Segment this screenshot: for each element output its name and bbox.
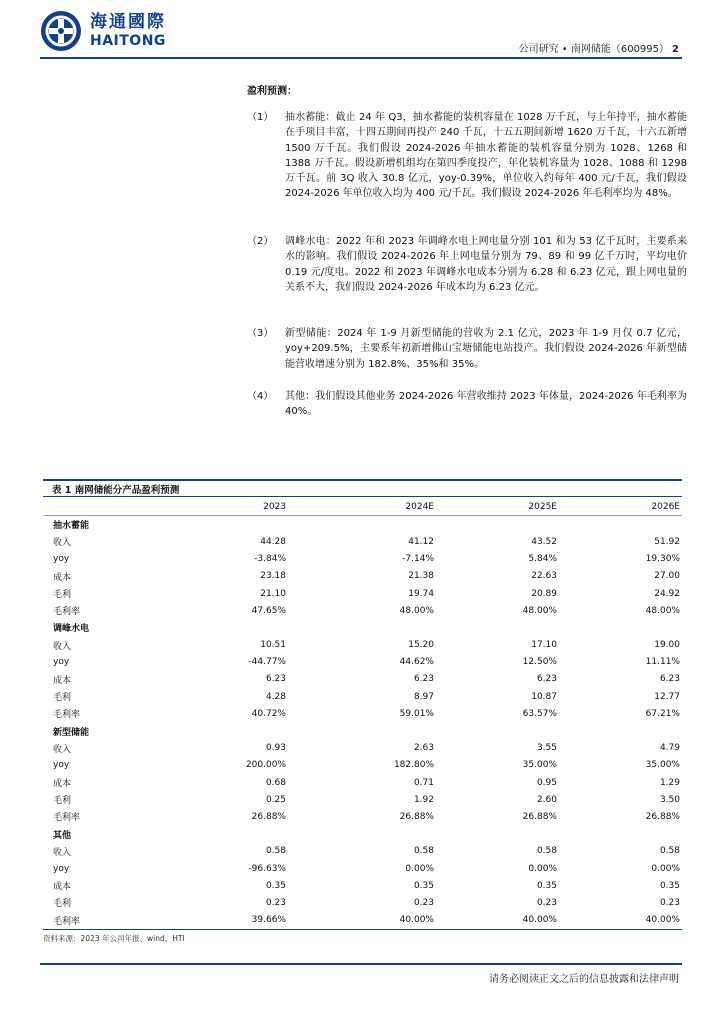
table-cell: 44.28 bbox=[260, 536, 286, 547]
paragraph-new-storage bbox=[247, 326, 687, 372]
header-meta bbox=[519, 40, 679, 55]
table-cell: 0.23 bbox=[265, 897, 286, 908]
table-cell: 2.63 bbox=[413, 743, 434, 754]
row-label: 毛利率 bbox=[43, 912, 163, 930]
table-cell: 40.00% bbox=[559, 912, 682, 930]
table-cell: 0.58 bbox=[413, 846, 434, 857]
table-cell: -44.77% bbox=[248, 657, 286, 668]
row-label: yoy bbox=[53, 863, 70, 874]
segment-row bbox=[43, 826, 682, 843]
paragraph-other bbox=[247, 389, 687, 420]
row-label: 成本 bbox=[53, 779, 72, 790]
paragraph-number: （3） bbox=[247, 328, 274, 339]
table-title-rule bbox=[43, 496, 682, 497]
table-row bbox=[43, 860, 682, 877]
table-cell: 0.35 bbox=[659, 880, 680, 891]
paragraph-number: （4） bbox=[247, 391, 274, 402]
footer-disclaimer: 请务必阅读正文之后的信息披露和法律声明 bbox=[489, 974, 679, 985]
table-cell: 19.74 bbox=[408, 588, 434, 599]
table-cell: 0.58 bbox=[536, 846, 557, 857]
row-label: 收入 bbox=[53, 641, 72, 652]
table-cell: 24.92 bbox=[654, 588, 680, 599]
table-cell: 8.97 bbox=[413, 691, 434, 702]
table-cell: 10.51 bbox=[260, 640, 286, 651]
row-label: 成本 bbox=[53, 882, 72, 893]
table-cell: 0.35 bbox=[265, 880, 286, 891]
table-cell: 44.62% bbox=[399, 657, 434, 668]
table-cell: 0.35 bbox=[413, 880, 434, 891]
paragraph-number: （2） bbox=[247, 236, 274, 247]
table-cell: 23.18 bbox=[260, 571, 286, 582]
table-cell: 0.68 bbox=[265, 777, 286, 788]
column-header: 2024E bbox=[288, 498, 436, 516]
table-cell: 43.52 bbox=[531, 536, 557, 547]
table-cell: 0.95 bbox=[536, 777, 557, 788]
row-label: 成本 bbox=[53, 675, 72, 686]
table-cell: 47.65% bbox=[251, 605, 286, 616]
table-cell: 0.35 bbox=[536, 880, 557, 891]
paragraph-text: 其他：我们假设其他业务 2024-2026 年营收维持 2023 年体量，2024-2026 年毛利率为 40%。 bbox=[285, 391, 687, 418]
paragraph-pumped-storage bbox=[247, 110, 687, 202]
forecast-table bbox=[43, 498, 682, 930]
table-cell: 21.38 bbox=[408, 571, 434, 582]
column-header: 2023 bbox=[163, 498, 288, 516]
table-row bbox=[43, 551, 682, 568]
column-header: 2026E bbox=[559, 498, 682, 516]
table-cell: 35.00% bbox=[645, 760, 680, 771]
table-cell: 3.50 bbox=[659, 794, 680, 805]
table-cell: -96.63% bbox=[248, 863, 286, 874]
segment-name: 抽水蓄能 bbox=[53, 521, 90, 532]
table-cell: 0.58 bbox=[265, 846, 286, 857]
table-cell: 6.23 bbox=[413, 674, 434, 685]
table-source: 资料来源：2023 年公司年报、wind、HTI bbox=[43, 934, 185, 943]
row-label: 毛利率 bbox=[53, 710, 81, 721]
row-label: 收入 bbox=[53, 744, 72, 755]
table-cell: -7.14% bbox=[402, 554, 434, 565]
table-cell: 59.01% bbox=[399, 708, 434, 719]
table-cell: 17.10 bbox=[531, 640, 557, 651]
table-row bbox=[43, 585, 682, 602]
table-cell: 35.00% bbox=[522, 760, 557, 771]
table-cell: 12.77 bbox=[654, 691, 680, 702]
table-cell: 0.00% bbox=[528, 863, 557, 874]
table-row bbox=[43, 654, 682, 671]
table-cell: 48.00% bbox=[399, 605, 434, 616]
haitong-logo-icon bbox=[40, 10, 82, 52]
table-row bbox=[43, 877, 682, 894]
row-label: 毛利 bbox=[53, 693, 72, 704]
row-label: 毛利率 bbox=[53, 813, 81, 824]
table-row bbox=[43, 791, 682, 808]
section-title: 盈利预测： bbox=[247, 86, 297, 97]
table-cell: 67.21% bbox=[645, 708, 680, 719]
table-cell: 0.93 bbox=[265, 743, 286, 754]
table-cell: 48.00% bbox=[645, 605, 680, 616]
table-cell: 6.23 bbox=[536, 674, 557, 685]
table-cell: 63.57% bbox=[522, 708, 557, 719]
table-row bbox=[43, 740, 682, 757]
table-row bbox=[43, 602, 682, 619]
table-cell: 27.00 bbox=[654, 571, 680, 582]
table-row bbox=[43, 843, 682, 860]
brand-name-cn: 海通國際 bbox=[90, 12, 166, 32]
segment-name: 调峰水电 bbox=[53, 624, 90, 635]
table-row bbox=[43, 705, 682, 722]
table-top-rule bbox=[43, 479, 682, 481]
table-cell: 21.10 bbox=[260, 588, 286, 599]
table-cell: 1.92 bbox=[413, 794, 434, 805]
table-row bbox=[43, 671, 682, 688]
table-cell: 40.00% bbox=[288, 912, 436, 930]
table-row bbox=[43, 808, 682, 825]
table-row bbox=[43, 568, 682, 585]
row-label: yoy bbox=[53, 760, 70, 771]
table-cell: 11.11% bbox=[645, 657, 680, 668]
haitong-logo bbox=[40, 10, 166, 52]
segment-name: 新型储能 bbox=[53, 727, 90, 738]
table-cell: 0.23 bbox=[536, 897, 557, 908]
table-cell: 0.25 bbox=[265, 794, 286, 805]
row-label: 收入 bbox=[53, 538, 72, 549]
table-cell: 0.23 bbox=[413, 897, 434, 908]
table-cell: 4.79 bbox=[659, 743, 680, 754]
table-cell: 20.89 bbox=[531, 588, 557, 599]
table-row bbox=[43, 912, 682, 930]
table-cell: 19.00 bbox=[654, 640, 680, 651]
row-label: 收入 bbox=[53, 847, 72, 858]
table-cell: 10.87 bbox=[531, 691, 557, 702]
doc-type: 公司研究 • 南网储能（600995） bbox=[518, 44, 670, 55]
paragraph-text: 抽水蓄能：截止 24 年 Q3，抽水蓄能的装机容量在 1028 万千瓦，与上年持平，抽水蓄能在手项目丰富，十四五期间再投产 240 千瓦，十五五期间新增 1620 万千瓦，十六五新增 1500 万千瓦。我们假设 2024-2026 年抽水蓄能的装机容量分别为 1028、1268 和 1388 万千瓦。假设新增机组均在第四季度投产，年化装机容量为 1028、1088 和 1298 万千瓦。前 3Q 收入 30.8 亿元，yoy-0.39%，单位收入约每年 400 元/千瓦，我们假设 2024-2026 年单位收入均为 400 元/千瓦。我们假设 2024-2026 年毛利率均为 48%。 bbox=[285, 112, 687, 200]
row-label: yoy bbox=[53, 554, 70, 565]
table-cell: 22.63 bbox=[531, 571, 557, 582]
table-cell: 2.60 bbox=[536, 794, 557, 805]
table-cell: 0.58 bbox=[659, 846, 680, 857]
paragraph-text: 调峰水电：2022 年和 2023 年调峰水电上网电量分别 101 和为 53 亿千瓦时，主要系来水的影响。我们假设 2024-2026 年上网电量分别为 79、89 和 99 亿千万时，平均电价 0.19 元/度电。2022 和 2023 年调峰水电成本分别为 6.28 和 6.23 亿元，跟上网电量的关系不大，我们假设 2024-2026 年成本均为 6.23 亿元。 bbox=[285, 236, 687, 293]
table-cell: 0.23 bbox=[659, 897, 680, 908]
table-row bbox=[43, 688, 682, 705]
table-cell: 12.50% bbox=[522, 657, 557, 668]
table-cell: 1.29 bbox=[659, 777, 680, 788]
paragraph-number: （1） bbox=[247, 112, 274, 123]
paragraph-peaking-hydro bbox=[247, 234, 687, 295]
table-cell: 6.23 bbox=[659, 674, 680, 685]
row-label: 毛利 bbox=[53, 899, 72, 910]
segment-row bbox=[43, 722, 682, 739]
table-cell: 0.00% bbox=[405, 863, 434, 874]
table-cell: 26.88% bbox=[645, 811, 680, 822]
page-number: 2 bbox=[672, 44, 679, 55]
table-cell: 26.88% bbox=[522, 811, 557, 822]
table-cell: 51.92 bbox=[654, 536, 680, 547]
table-cell: -3.84% bbox=[254, 554, 286, 565]
segment-row bbox=[43, 619, 682, 636]
column-header bbox=[43, 498, 163, 516]
table-row bbox=[43, 533, 682, 550]
table-cell: 0.00% bbox=[651, 863, 680, 874]
table-cell: 15.20 bbox=[408, 640, 434, 651]
table-row bbox=[43, 637, 682, 654]
table-cell: 5.84% bbox=[528, 554, 557, 565]
row-label: yoy bbox=[53, 657, 70, 668]
table-cell: 6.23 bbox=[265, 674, 286, 685]
table-cell: 39.66% bbox=[163, 912, 288, 930]
table-cell: 4.28 bbox=[265, 691, 286, 702]
table-cell: 41.12 bbox=[408, 536, 434, 547]
column-header: 2025E bbox=[436, 498, 559, 516]
table-row bbox=[43, 894, 682, 911]
table-cell: 26.88% bbox=[399, 811, 434, 822]
table-cell: 200.00% bbox=[245, 760, 286, 771]
paragraph-text: 新型储能：2024 年 1-9 月新型储能的营收为 2.1 亿元，2023 年 1-9 月仅 0.7 亿元，yoy+209.5%，主要系年初新增佛山宝塘储能电站投产。我们假设 2024-2026 年新型储能营收增速分别为 182.8%、35%和 35%。 bbox=[285, 328, 687, 370]
footer-rule bbox=[40, 963, 682, 965]
table-cell: 48.00% bbox=[522, 605, 557, 616]
table-cell: 26.88% bbox=[251, 811, 286, 822]
table-cell: 40.00% bbox=[436, 912, 559, 930]
table-header-row bbox=[43, 498, 682, 516]
row-label: 毛利率 bbox=[53, 607, 81, 618]
header-rule bbox=[40, 57, 682, 59]
table-cell: 182.80% bbox=[393, 760, 434, 771]
segment-name: 其他 bbox=[53, 830, 72, 841]
table-cell: 0.71 bbox=[413, 777, 434, 788]
segment-row bbox=[43, 516, 682, 534]
table-row bbox=[43, 774, 682, 791]
table-cell: 19.30% bbox=[645, 554, 680, 565]
row-label: 毛利 bbox=[53, 590, 72, 601]
table-cell: 40.72% bbox=[251, 708, 286, 719]
table-cell: 3.55 bbox=[536, 743, 557, 754]
brand-name-en: HAITONG bbox=[90, 33, 166, 49]
table-row bbox=[43, 757, 682, 774]
row-label: 毛利 bbox=[53, 796, 72, 807]
row-label: 成本 bbox=[53, 572, 72, 583]
table-title: 表 1 南网储能分产品盈利预测 bbox=[52, 485, 180, 496]
